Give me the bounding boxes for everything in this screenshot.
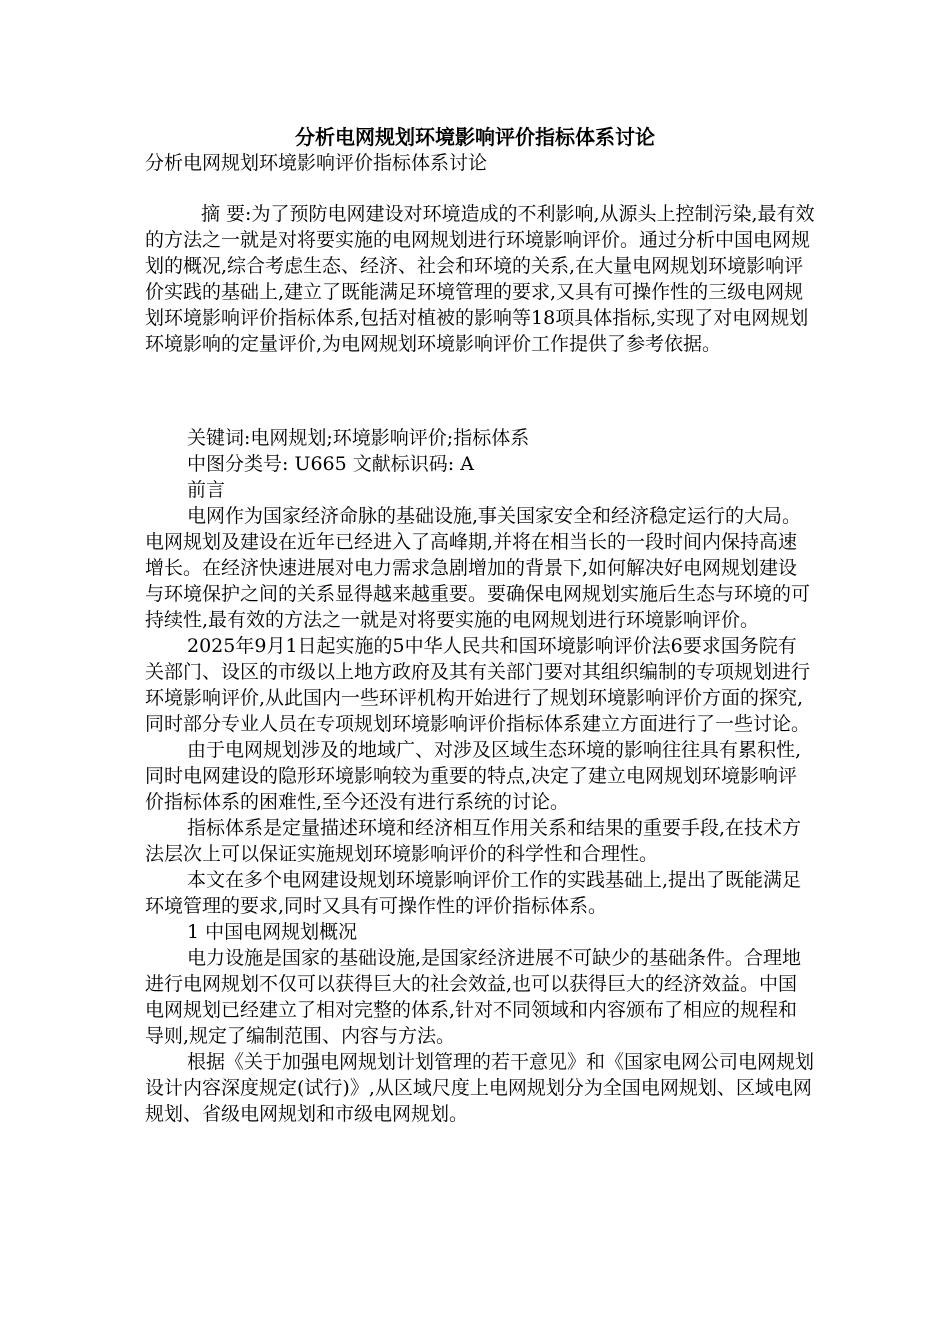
body-paragraph: 本文在多个电网建设规划环境影响评价工作的实践基础上,提出了既能满足环境管理的要求,同时又具有可操作性的评价指标体系。	[145, 869, 802, 917]
keywords-line: 关键词:电网规划;环境影响评价;指标体系	[187, 427, 530, 449]
body-paragraph: 指标体系是定量描述环境和经济相互作用关系和结果的重要手段,在技术方法层次上可以保证实施规划环境影响评价的科学性和合理性。	[145, 817, 802, 865]
abstract-section	[145, 201, 815, 357]
intro-heading: 前言	[187, 479, 226, 501]
classification-line: 中图分类号: U665 文献标识码: A	[187, 453, 474, 475]
document-subtitle: 分析电网规划环境影响评价指标体系讨论	[145, 152, 488, 174]
abstract-text: 摘 要:为了预防电网建设对环境造成的不利影响,从源头上控制污染,最有效的方法之一就是对将要实施的电网规划进行环境影响评价。通过分析中国电网规划的概况,综合考虑生态、经济、社会和环境的关系,在大量电网规划环境影响评价实践的基础上,建立了既能满足环境管理的要求,又具有可操作性的三级电网规划环境影响评价指标体系,包括对植被的影响等18项具体指标,实现了对电网规划环境影响的定量评价,为电网规划环境影响评价工作提供了参考依据。	[145, 203, 815, 355]
section-heading: 1 中国电网规划概况	[187, 921, 358, 943]
document-title: 分析电网规划环境影响评价指标体系讨论	[295, 125, 655, 149]
body-paragraph: 电网作为国家经济命脉的基础设施,事关国家安全和经济稳定运行的大局。电网规划及建设在近年已经进入了高峰期,并将在相当长的一段时间内保持高速增长。在经济快速进展对电力需求急剧增加的背景下,如何解决好电网规划建设与环境保护之间的关系显得越来越重要。要确保电网规划实施后生态与环境的可持续性,最有效的方法之一就是对将要实施的电网规划进行环境影响评价。	[145, 505, 811, 631]
body-section	[145, 425, 815, 1127]
body-paragraph: 电力设施是国家的基础设施,是国家经济进展不可缺少的基础条件。合理地进行电网规划不仅可以获得巨大的社会效益,也可以获得巨大的经济效益。中国电网规划已经建立了相对完整的体系,针对不同领域和内容颁布了相应的规程和导则,规定了编制范围、内容与方法。	[145, 947, 802, 1047]
body-paragraph: 根据《关于加强电网规划计划管理的若干意见》和《国家电网公司电网规划设计内容深度规定(试行)》,从区域尺度上电网规划分为全国电网规划、区域电网规划、省级电网规划和市级电网规划。	[145, 1051, 815, 1125]
body-paragraph: 由于电网规划涉及的地域广、对涉及区域生态环境的影响往往具有累积性,同时电网建设的隐形环境影响较为重要的特点,决定了建立电网规划环境影响评价指标体系的困难性,至今还没有进行系统的讨论。	[145, 739, 802, 813]
body-paragraph: 2025年9月1日起实施的5中华人民共和国环境影响评价法6要求国务院有关部门、设区的市级以上地方政府及其有关部门要对其组织编制的专项规划进行环境影响评价,从此国内一些环评机构开始进行了规划环境影响评价方面的探究,同时部分专业人员在专项规划环境影响评价指标体系建立方面进行了一些讨论。	[145, 635, 811, 735]
